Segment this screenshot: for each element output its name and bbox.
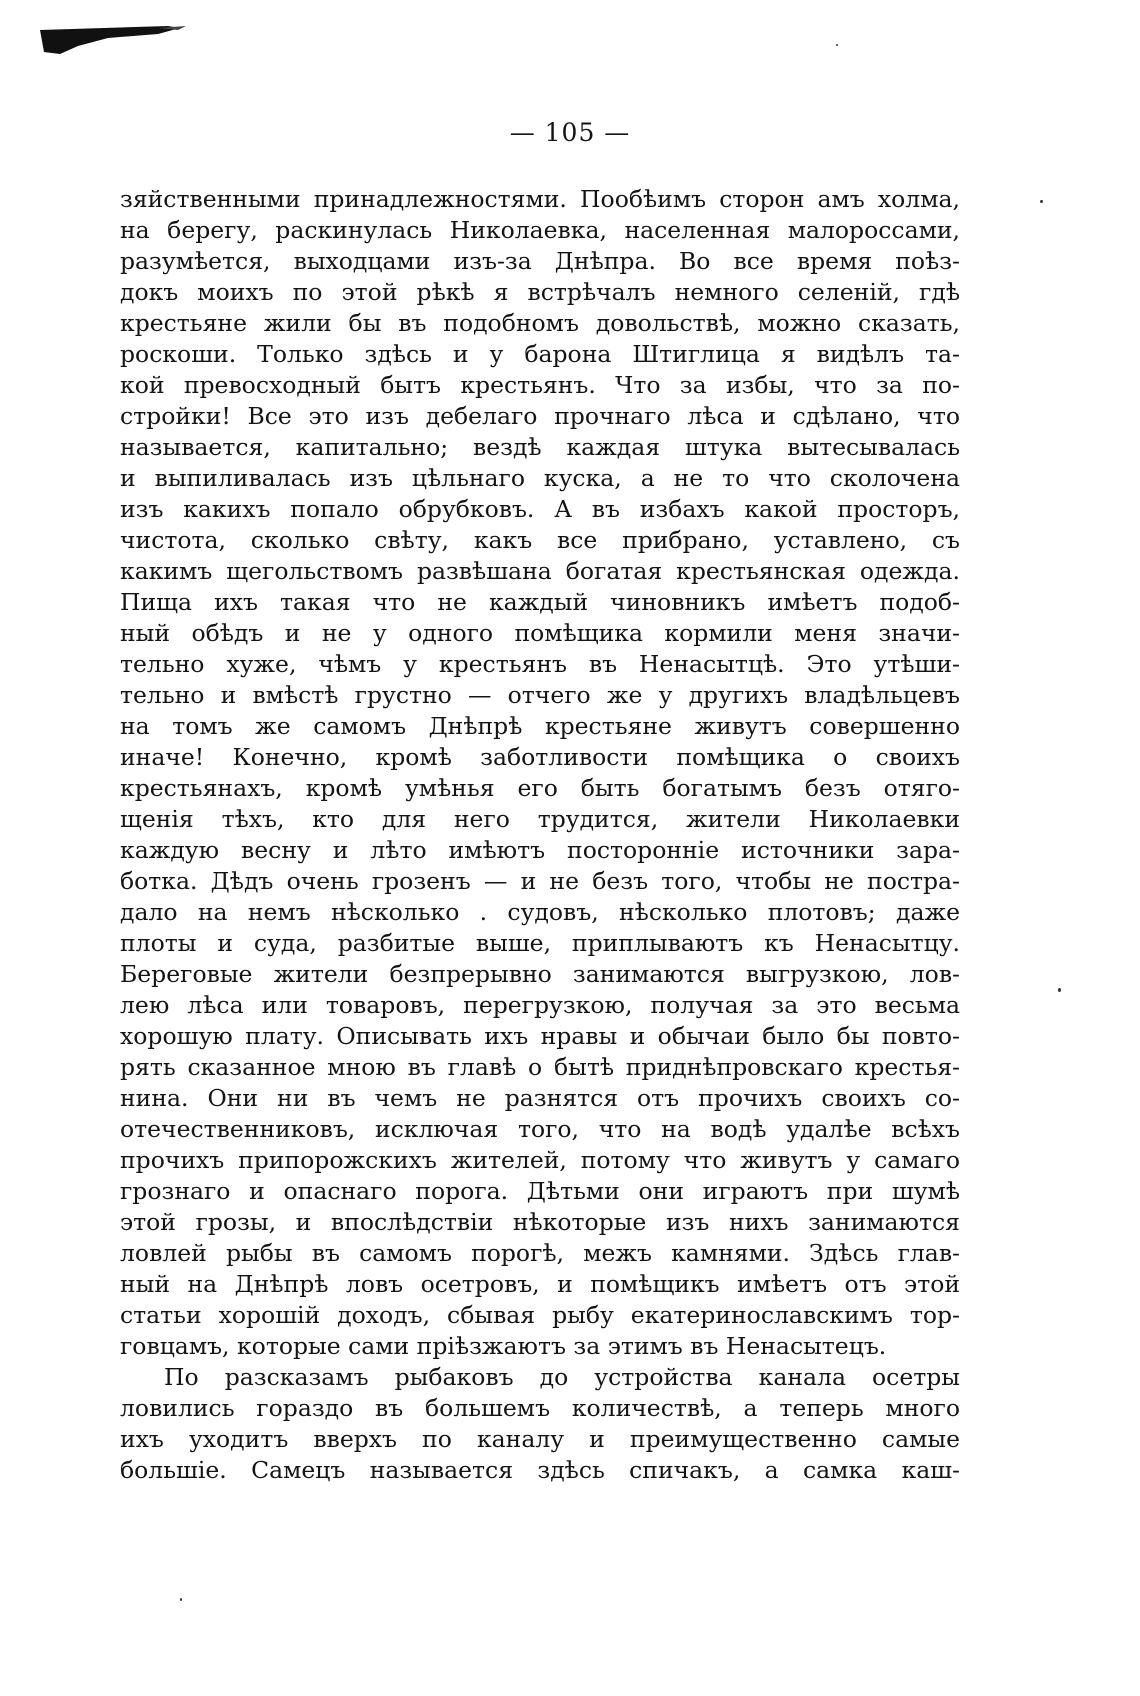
text-line-9: называется, капитально; вездѣ каждая штука вытесывалась: [120, 433, 960, 461]
text-line-2: на берегу, раскинулась Николаевка, населенная малороссами,: [120, 216, 960, 244]
scan-speck: [1040, 200, 1043, 203]
scan-speck: [180, 1598, 182, 1601]
text-line-20: крестьянахъ, кромѣ умѣнья его быть богатымъ безъ отяго-: [120, 774, 960, 802]
text-line-38: говцамъ, которые сами пріѣзжаютъ за этимъ въ Ненасытецъ.: [120, 1332, 887, 1360]
text-line-18: на томъ же самомъ Днѣпрѣ крестьяне живутъ совершенно: [120, 712, 960, 740]
text-line-36: ный на Днѣпрѣ ловъ осетровъ, и помѣщикъ имѣетъ отъ этой: [120, 1270, 960, 1298]
text-line-27: лею лѣса или товаровъ, перегрузкою, получая за это весьма: [120, 991, 960, 1019]
text-line-24: дало на немъ нѣсколько . судовъ, нѣсколько плотовъ; даже: [120, 898, 960, 926]
text-line-28: хорошую плату. Описывать ихъ нравы и обычаи было бы повто-: [120, 1022, 960, 1050]
text-line-40: ловились гораздо въ большемъ количествѣ, а теперь много: [120, 1394, 960, 1422]
ink-blot-mark: [38, 24, 188, 60]
text-line-19: иначе! Конечно, кромѣ заботливости помѣщика о своихъ: [120, 743, 960, 771]
text-line-10: и выпиливалась изъ цѣльнаго куска, а не то что сколочена: [120, 464, 960, 492]
text-line-8: стройки! Все это изъ дебелаго прочнаго лѣса и сдѣлано, что: [120, 402, 960, 430]
text-line-42: большіе. Самецъ называется здѣсь спичакъ, а самка каш-: [120, 1456, 960, 1484]
text-line-3: разумѣется, выходцами изъ-за Днѣпра. Во все время поѣз-: [120, 247, 960, 275]
body-text: [120, 184, 960, 1486]
text-line-29: рять сказанное мною въ главѣ о бытѣ приднѣпровскаго крестья-: [120, 1053, 960, 1081]
text-line-22: каждую весну и лѣто имѣютъ посторонніе источники зара-: [120, 836, 960, 864]
text-line-17: тельно и вмѣстѣ грустно — отчего же у другихъ владѣльцевъ: [120, 681, 960, 709]
text-line-26: Береговые жители безпрерывно занимаются выгрузкою, лов-: [120, 960, 960, 988]
text-line-14: Пища ихъ такая что не каждый чиновникъ имѣетъ подоб-: [120, 588, 960, 616]
text-line-34: этой грозы, и впослѣдствіи нѣкоторые изъ нихъ занимаются: [120, 1208, 960, 1236]
page-number: — 105 —: [509, 118, 631, 147]
text-line-37: статьи хорошій доходъ, сбывая рыбу екатеринославскимъ тор-: [120, 1301, 960, 1329]
text-line-5: крестьяне жили бы въ подобномъ довольствѣ, можно сказать,: [120, 309, 960, 337]
text-line-16: тельно хуже, чѣмъ у крестьянъ въ Ненасытцѣ. Это утѣши-: [120, 650, 960, 678]
text-line-4: докъ моихъ по этой рѣкѣ я встрѣчалъ немного селеній, гдѣ: [120, 278, 960, 306]
text-line-12: чистота, сколько свѣту, какъ все прибрано, уставлено, съ: [120, 526, 960, 554]
text-line-41: ихъ уходитъ вверхъ по каналу и преимущественно самые: [120, 1425, 960, 1453]
text-line-23: ботка. Дѣдъ очень грозенъ — и не безъ того, чтобы не постра-: [120, 867, 960, 895]
text-line-7: кой превосходный бытъ крестьянъ. Что за избы, что за по-: [120, 371, 960, 399]
text-line-32: прочихъ припорожскихъ жителей, потому что живутъ у самаго: [120, 1146, 960, 1174]
text-line-1: зяйственными принадлежностями. Пообѣимъ сторон амъ холма,: [120, 185, 960, 213]
text-line-35: ловлей рыбы въ самомъ порогѣ, межъ камнями. Здѣсь глав-: [120, 1239, 960, 1267]
text-line-31: отечественниковъ, исключая того, что на водѣ удалѣе всѣхъ: [120, 1115, 960, 1143]
text-line-21: щенія тѣхъ, кто для него трудится, жители Николаевки: [120, 805, 960, 833]
text-line-33: грознаго и опаснаго порога. Дѣтьми они играютъ при шумѣ: [120, 1177, 960, 1205]
scan-speck: [836, 44, 838, 46]
text-line-30: нина. Они ни въ чемъ не разнятся отъ прочихъ своихъ со-: [120, 1084, 960, 1112]
text-line-11: изъ какихъ попало обрубковъ. А въ избахъ какой просторъ,: [120, 495, 960, 523]
scan-speck: [1058, 988, 1061, 992]
text-line-13: какимъ щегольствомъ развѣшана богатая крестьянская одежда.: [120, 557, 960, 585]
text-line-6: роскоши. Только здѣсь и у барона Штиглица я видѣлъ та-: [120, 340, 960, 368]
text-line-25: плоты и суда, разбитые выше, приплываютъ къ Ненасытцу.: [120, 929, 960, 957]
text-line-39: По разсказамъ рыбаковъ до устройства канала осетры: [164, 1363, 960, 1391]
text-line-15: ный обѣдъ и не у одного помѣщика кормили меня значи-: [120, 619, 960, 647]
